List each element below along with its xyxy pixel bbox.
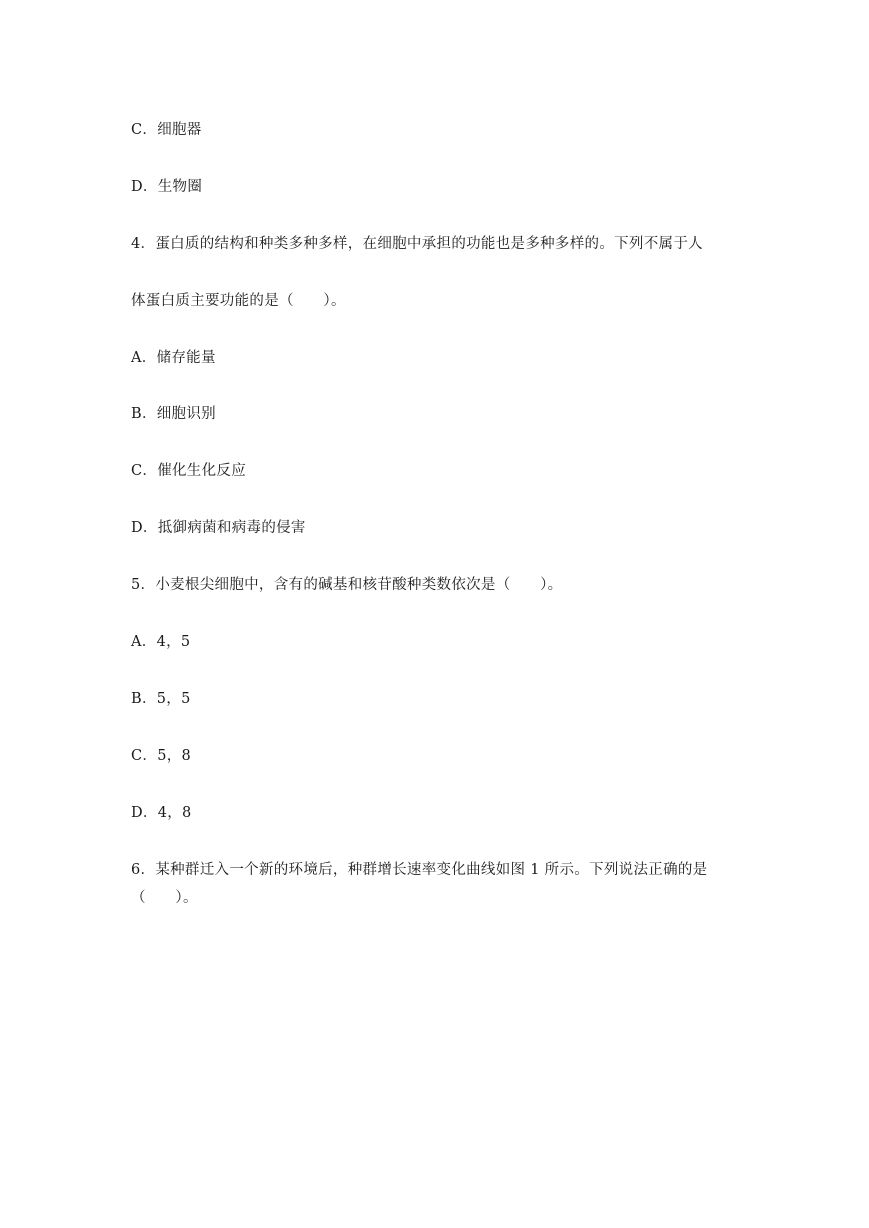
q5-option-b: B．5，5 (131, 691, 191, 707)
q4-question-line-1: 4．蛋白质的结构和种类多种多样，在细胞中承担的功能也是多种多样的。下列不属于人 (131, 236, 703, 252)
q5-option-a: A．4，5 (131, 634, 191, 650)
q3-option-c: C．细胞器 (131, 122, 202, 138)
q5-option-d: D．4，8 (131, 805, 192, 821)
q4-option-a: A．储存能量 (131, 350, 216, 366)
q3-option-d: D．生物圈 (131, 179, 203, 195)
q4-option-d: D．抵御病菌和病毒的侵害 (131, 520, 306, 536)
q5-question: 5．小麦根尖细胞中，含有的碱基和核苷酸种类数依次是（ ）。 (131, 577, 563, 593)
q4-option-c: C．催化生化反应 (131, 463, 246, 479)
q4-option-b: B．细胞识别 (131, 406, 216, 422)
q5-option-c: C．5，8 (131, 748, 192, 764)
q6-question-line-1: 6．某种群迁入一个新的环境后，种群增长速率变化曲线如图 1 所示。下列说法正确的是 (131, 862, 708, 878)
q4-question-line-2: 体蛋白质主要功能的是（ ）。 (131, 293, 346, 309)
q6-question-line-2: （ ）。 (131, 890, 198, 906)
